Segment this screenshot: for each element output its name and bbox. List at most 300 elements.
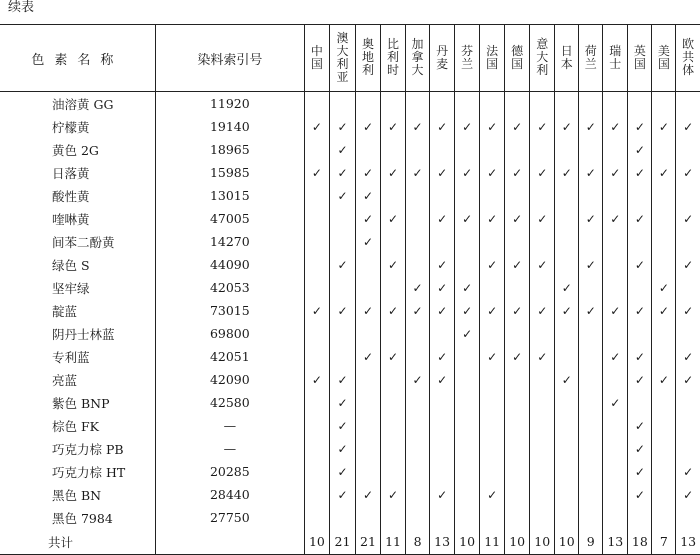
approval-cell [628,276,652,299]
check-icon: ✓ [388,350,399,364]
approval-cell [676,345,700,368]
approval-cell [329,253,355,276]
check-icon: ✓ [634,419,645,433]
approval-cell [652,299,676,322]
header-country-label: 法国 [486,43,499,71]
approval-cell [480,230,505,253]
approval-cell [628,506,652,529]
approval-cell [579,368,603,391]
approval-cell [329,391,355,414]
check-icon: ✓ [561,120,572,134]
approval-cell [652,437,676,460]
approval-cell [329,92,355,116]
approval-cell [555,184,579,207]
approval-cell [628,483,652,506]
total-count: 21 [355,529,380,555]
approval-cell [603,437,628,460]
dye-index-number: 13015 [155,184,304,207]
check-icon: ✓ [437,488,448,502]
approval-cell [579,115,603,138]
approval-cell [455,253,480,276]
approval-cell [603,115,628,138]
check-icon: ✓ [537,212,548,226]
approval-cell [406,92,430,116]
approval-cell [304,506,329,529]
approval-cell [505,483,530,506]
approval-cell [406,299,430,322]
check-icon: ✓ [337,304,348,318]
check-icon: ✓ [362,235,374,249]
approval-cell [406,253,430,276]
approval-cell [530,161,555,184]
approval-cell [430,460,455,483]
approval-cell [406,391,430,414]
header-country-label: 意大利 [536,37,549,77]
approval-cell [455,483,480,506]
check-icon: ✓ [388,488,399,502]
total-count: 7 [652,529,676,555]
approval-cell [329,138,355,161]
approval-cell [355,230,380,253]
check-icon: ✓ [311,166,322,180]
approval-cell [530,299,555,322]
check-icon: ✓ [634,258,645,272]
approval-cell [579,161,603,184]
approval-cell [676,115,700,138]
approval-cell [530,345,555,368]
approval-cell [628,184,652,207]
approval-cell [652,253,676,276]
approval-cell [579,460,603,483]
approval-cell [355,276,380,299]
check-icon: ✓ [311,120,322,134]
approval-cell [603,460,628,483]
approval-cell [304,299,329,322]
check-icon: ✓ [487,258,498,272]
approval-cell [505,437,530,460]
approval-cell [676,506,700,529]
approval-cell [329,161,355,184]
approval-cell [555,437,579,460]
colorant-name: 间苯二酚黄 [0,230,155,253]
approval-cell [530,92,555,116]
approval-cell [355,368,380,391]
approval-cell [455,460,480,483]
header-country [304,25,329,92]
approval-cell [329,460,355,483]
table-row [0,253,700,276]
approval-cell [530,184,555,207]
approval-cell [579,207,603,230]
total-index-empty [155,529,304,555]
table-row [0,368,700,391]
header-country-label: 德国 [511,43,524,71]
approval-cell [555,368,579,391]
approval-cell [579,437,603,460]
check-icon: ✓ [610,166,621,180]
total-count: 13 [603,529,628,555]
approval-cell [406,414,430,437]
approval-cell [480,414,505,437]
check-icon: ✓ [658,304,669,318]
approval-cell [628,299,652,322]
approval-cell [530,322,555,345]
table-row [0,161,700,184]
table-row [0,138,700,161]
approval-cell [430,115,455,138]
approval-cell [480,115,505,138]
approval-cell [329,437,355,460]
approval-cell [652,506,676,529]
approval-cell [555,506,579,529]
approval-cell [329,345,355,368]
table-row [0,506,700,529]
approval-cell [381,92,406,116]
approval-cell [555,483,579,506]
approval-cell [555,207,579,230]
approval-cell [555,253,579,276]
approval-cell [480,322,505,345]
approval-cell [455,230,480,253]
colorant-name: 紫色 BNP [0,391,155,414]
dye-index-number: 47005 [155,207,304,230]
check-icon: ✓ [388,120,399,134]
approval-cell [555,391,579,414]
table-row [0,460,700,483]
check-icon: ✓ [512,120,523,134]
approval-cell [579,391,603,414]
approval-cell [355,115,380,138]
approval-cell [304,92,329,116]
check-icon: ✓ [634,465,645,479]
approval-cell [555,138,579,161]
check-icon: ✓ [412,281,423,295]
approval-cell [406,230,430,253]
approval-cell [304,460,329,483]
check-icon: ✓ [634,350,645,364]
check-icon: ✓ [561,373,572,387]
approval-cell [355,161,380,184]
check-icon: ✓ [610,304,621,318]
check-icon: ✓ [683,258,694,272]
approval-cell [579,414,603,437]
approval-cell [455,207,480,230]
header-country-label: 芬兰 [461,43,474,71]
approval-cell [652,345,676,368]
check-icon: ✓ [683,212,694,226]
approval-cell [381,253,406,276]
approval-cell [381,276,406,299]
approval-cell [430,92,455,116]
approval-cell [603,299,628,322]
approval-cell [579,299,603,322]
approval-cell [406,437,430,460]
dye-index-number: 73015 [155,299,304,322]
check-icon: ✓ [658,373,669,387]
header-country [430,25,455,92]
approval-cell [455,138,480,161]
header-country-label: 加拿大 [411,37,424,77]
approval-cell [530,253,555,276]
approval-cell [530,230,555,253]
approval-cell [555,345,579,368]
approval-cell [381,322,406,345]
approval-cell [603,230,628,253]
approval-cell [329,299,355,322]
approval-cell [652,184,676,207]
approval-cell [329,414,355,437]
table-row [0,322,700,345]
check-icon: ✓ [512,166,523,180]
check-icon: ✓ [388,304,399,318]
dye-index-number: 14270 [155,230,304,253]
header-colorant-name: 色素名称 [0,25,155,92]
approval-cell [430,414,455,437]
check-icon: ✓ [362,166,374,180]
approval-cell [628,115,652,138]
check-icon: ✓ [362,120,374,134]
approval-cell [676,483,700,506]
colorant-approval-table [0,24,700,555]
approval-cell [676,161,700,184]
table-row [0,437,700,460]
approval-cell [430,391,455,414]
check-icon: ✓ [388,212,399,226]
approval-cell [676,230,700,253]
approval-cell [628,368,652,391]
approval-cell [505,253,530,276]
total-count: 18 [628,529,652,555]
colorant-name: 柠檬黄 [0,115,155,138]
table-row [0,207,700,230]
approval-cell [455,115,480,138]
check-icon: ✓ [388,258,399,272]
check-icon: ✓ [437,258,448,272]
approval-cell [455,506,480,529]
approval-cell [480,345,505,368]
approval-cell [505,414,530,437]
approval-cell [304,276,329,299]
check-icon: ✓ [337,442,348,456]
check-icon: ✓ [311,304,322,318]
approval-cell [603,207,628,230]
approval-cell [304,207,329,230]
approval-cell [430,345,455,368]
approval-cell [329,115,355,138]
approval-cell [652,391,676,414]
check-icon: ✓ [487,166,498,180]
approval-cell [381,368,406,391]
approval-cell [652,368,676,391]
approval-cell [480,391,505,414]
approval-cell [430,207,455,230]
approval-cell [381,115,406,138]
check-icon: ✓ [634,212,645,226]
approval-cell [480,253,505,276]
approval-cell [355,184,380,207]
approval-cell [329,184,355,207]
check-icon: ✓ [658,281,669,295]
approval-cell [530,391,555,414]
approval-cell [329,483,355,506]
approval-cell [505,138,530,161]
approval-cell [406,322,430,345]
check-icon: ✓ [462,327,473,341]
check-icon: ✓ [487,212,498,226]
approval-cell [505,276,530,299]
check-icon: ✓ [634,166,645,180]
approval-cell [603,506,628,529]
check-icon: ✓ [362,189,374,203]
approval-cell [430,184,455,207]
check-icon: ✓ [634,143,645,157]
header-country-label: 瑞士 [609,43,622,71]
approval-cell [480,161,505,184]
approval-cell [579,253,603,276]
approval-cell [304,253,329,276]
colorant-name: 黑色 BN [0,483,155,506]
check-icon: ✓ [337,373,348,387]
approval-cell [455,391,480,414]
approval-cell [455,368,480,391]
check-icon: ✓ [512,304,523,318]
check-icon: ✓ [634,488,645,502]
header-country [480,25,505,92]
check-icon: ✓ [337,396,348,410]
check-icon: ✓ [658,166,669,180]
check-icon: ✓ [337,465,348,479]
approval-cell [652,115,676,138]
dye-index-number: — [155,437,304,460]
approval-cell [304,230,329,253]
approval-cell [355,138,380,161]
approval-cell [455,184,480,207]
check-icon: ✓ [462,166,473,180]
colorant-name: 黑色 7984 [0,506,155,529]
check-icon: ✓ [658,120,669,134]
approval-cell [505,460,530,483]
approval-cell [579,230,603,253]
check-icon: ✓ [437,350,448,364]
colorant-name: 黄色 2G [0,138,155,161]
approval-cell [304,138,329,161]
approval-cell [530,460,555,483]
table-row [0,92,700,116]
check-icon: ✓ [412,166,423,180]
approval-cell [628,391,652,414]
table-body [0,92,700,555]
dye-index-number: 69800 [155,322,304,345]
check-icon: ✓ [537,258,548,272]
colorant-name: 棕色 FK [0,414,155,437]
header-country [555,25,579,92]
approval-cell [355,92,380,116]
check-icon: ✓ [437,281,448,295]
check-icon: ✓ [585,304,596,318]
approval-cell [505,391,530,414]
check-icon: ✓ [412,304,423,318]
check-icon: ✓ [412,373,423,387]
approval-cell [304,391,329,414]
approval-cell [355,299,380,322]
table-row [0,391,700,414]
table-row [0,184,700,207]
approval-cell [480,207,505,230]
approval-cell [355,345,380,368]
total-count: 13 [430,529,455,555]
approval-cell [406,506,430,529]
approval-cell [530,138,555,161]
approval-cell [329,230,355,253]
approval-cell [304,414,329,437]
check-icon: ✓ [388,166,399,180]
check-icon: ✓ [683,304,694,318]
colorant-name: 阴丹士林蓝 [0,322,155,345]
approval-cell [381,460,406,483]
header-country-label: 澳大利亚 [336,30,349,84]
check-icon: ✓ [437,304,448,318]
approval-cell [480,299,505,322]
check-icon: ✓ [610,396,621,410]
table-row [0,276,700,299]
check-icon: ✓ [561,304,572,318]
header-country [676,25,700,92]
total-count: 11 [480,529,505,555]
approval-cell [603,276,628,299]
approval-cell [329,207,355,230]
approval-cell [652,322,676,345]
approval-cell [676,276,700,299]
approval-cell [455,322,480,345]
table-row [0,230,700,253]
approval-cell [628,138,652,161]
approval-cell [381,483,406,506]
dye-index-number: 18965 [155,138,304,161]
check-icon: ✓ [462,212,473,226]
header-country-label: 中国 [310,43,323,71]
approval-cell [555,414,579,437]
approval-cell [505,92,530,116]
approval-cell [530,207,555,230]
approval-cell [530,483,555,506]
check-icon: ✓ [437,120,448,134]
check-icon: ✓ [683,166,694,180]
approval-cell [455,299,480,322]
check-icon: ✓ [585,258,596,272]
approval-cell [355,460,380,483]
colorant-name: 巧克力棕 HT [0,460,155,483]
check-icon: ✓ [437,212,448,226]
header-country [530,25,555,92]
dye-index-number: 27750 [155,506,304,529]
approval-cell [530,115,555,138]
approval-cell [406,115,430,138]
approval-cell [381,207,406,230]
approval-cell [505,506,530,529]
approval-cell [505,184,530,207]
approval-cell [430,138,455,161]
approval-cell [628,414,652,437]
table-row [0,299,700,322]
check-icon: ✓ [683,120,694,134]
approval-cell [555,230,579,253]
approval-cell [480,92,505,116]
total-count: 10 [555,529,579,555]
approval-cell [381,184,406,207]
approval-cell [628,437,652,460]
total-count: 21 [329,529,355,555]
check-icon: ✓ [337,419,348,433]
